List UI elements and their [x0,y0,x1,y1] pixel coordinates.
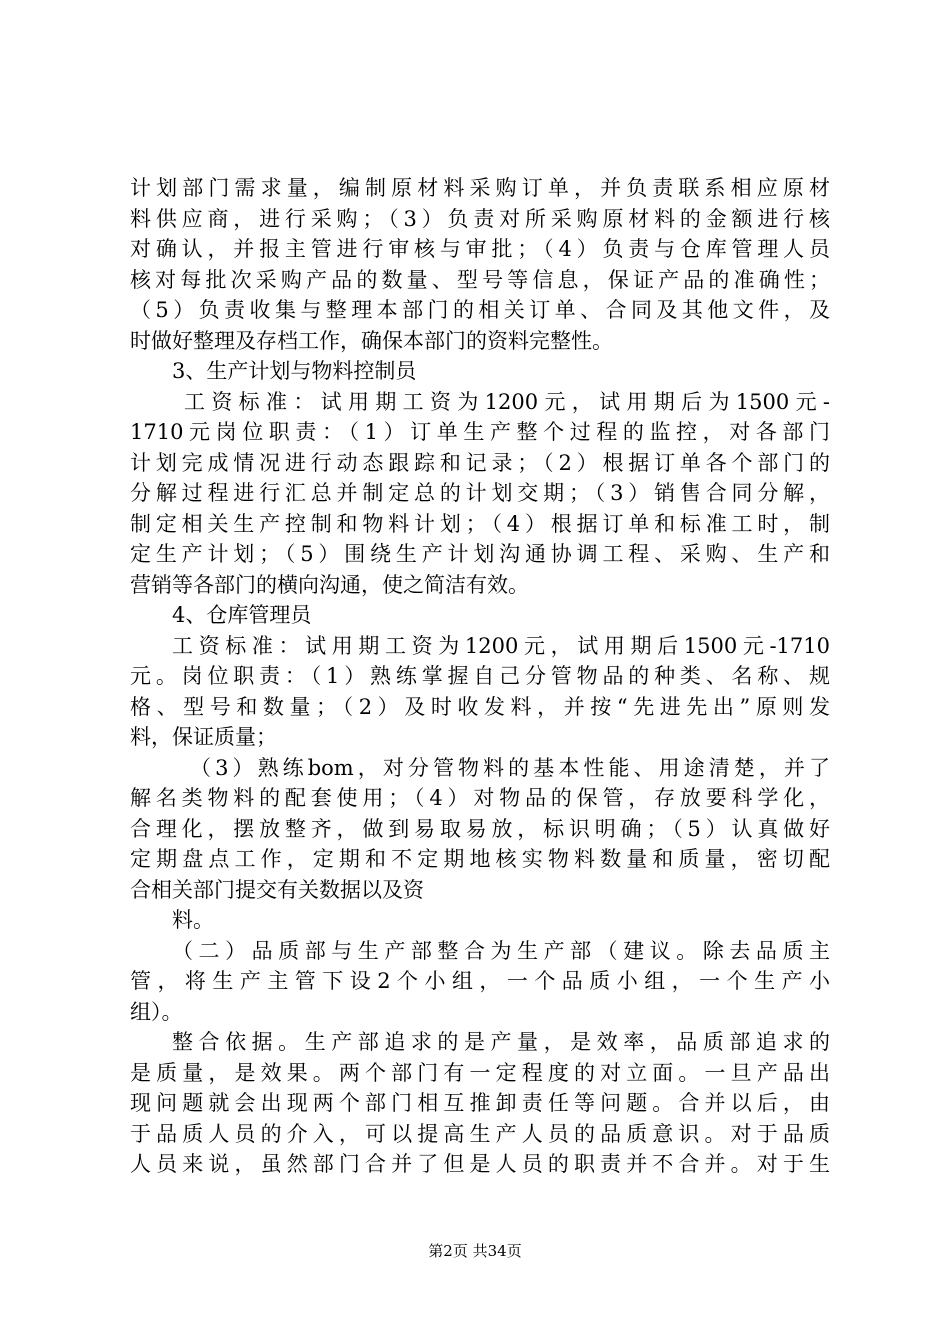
body-line: （二）品质部与生产部整合为生产部（建议。除去品质主 [172,938,830,963]
body-line: 时做好整理及存档工作，确保本部门的资料完整性。 [130,328,613,353]
body-line: 合相关部门提交有关数据以及资 [130,877,424,902]
body-line: 管，将生产主管下设2个小组，一个品质小组，一个生产小 [130,969,830,993]
body-line: 定生产计划；（5）围绕生产计划沟通协调工程、采购、生产和 [130,542,830,566]
body-line: 计划部门需求量，编制原材料采购订单，并负责联系相应原材 [130,176,830,200]
body-line: 整合依据。生产部追求的是产量，是效率，品质部追求的 [172,1030,830,1054]
body-line: 对确认，并报主管进行审核与审批；（4）负责与仓库管理人员 [130,237,830,261]
body-line: 元。岗位职责：（1）熟练掌握自己分管物品的种类、名称、规 [130,664,830,688]
body-line: 现问题就会出现两个部门相互推卸责任等问题。合并以后，由 [130,1091,830,1115]
body-line: （5）负责收集与整理本部门的相关订单、合同及其他文件，及 [130,298,830,322]
section-heading: 3、生产计划与物料控制员 [172,359,417,383]
body-line: 料供应商，进行采购；（3）负责对所采购原材料的金额进行核 [130,206,830,231]
body-line: 制定相关生产控制和物料计划；（4）根据订单和标准工时，制 [130,511,830,536]
page-number-footer: 第2页 共34页 [428,1242,522,1260]
body-line: 工资标准：试用期工资为1200元，试用期后1500元-1710 [172,633,830,658]
body-line: 格、型号和数量；（2）及时收发料，并按“先进先出”原则发 [130,694,830,719]
body-line: （3）熟练bom，对分管物料的基本性能、用途清楚，并了 [190,755,830,780]
body-line: 核对每批次采购产品的数量、型号等信息，保证产品的准确性； [130,267,830,292]
document-body [130,173,830,1180]
body-line: 工资标准：试用期工资为1200元，试用期后为1500元- [184,389,830,414]
body-line: 定期盘点工作，定期和不定期地核实物料数量和质量，密切配 [130,847,830,871]
body-line: 组）。 [130,999,183,1024]
body-line: 计划完成情况进行动态跟踪和记录；（2）根据订单各个部门的 [130,450,830,475]
section-heading: 4、仓库管理员 [172,603,312,627]
body-line: 料，保证质量； [130,725,277,749]
body-line: 分解过程进行汇总并制定总的计划交期；（3）销售合同分解， [130,481,830,505]
body-line: 料。 [172,908,214,932]
body-line: 是质量，是效果。两个部门有一定程度的对立面。一旦产品出 [130,1060,830,1085]
body-line: 于品质人员的介入，可以提高生产人员的品质意识。对于品质 [130,1121,830,1146]
body-line: 营销等各部门的横向沟通，使之简洁有效。 [130,572,529,597]
body-line: 人员来说，虽然部门合并了但是人员的职责并不合并。对于生 [130,1152,830,1176]
body-line: 1710元岗位职责：（1）订单生产整个过程的监控，对各部门 [130,420,830,444]
body-line: 合理化，摆放整齐，做到易取易放，标识明确；（5）认真做好 [130,816,830,841]
body-line: 解名类物料的配套使用；（4）对物品的保管，存放要科学化， [130,786,830,810]
